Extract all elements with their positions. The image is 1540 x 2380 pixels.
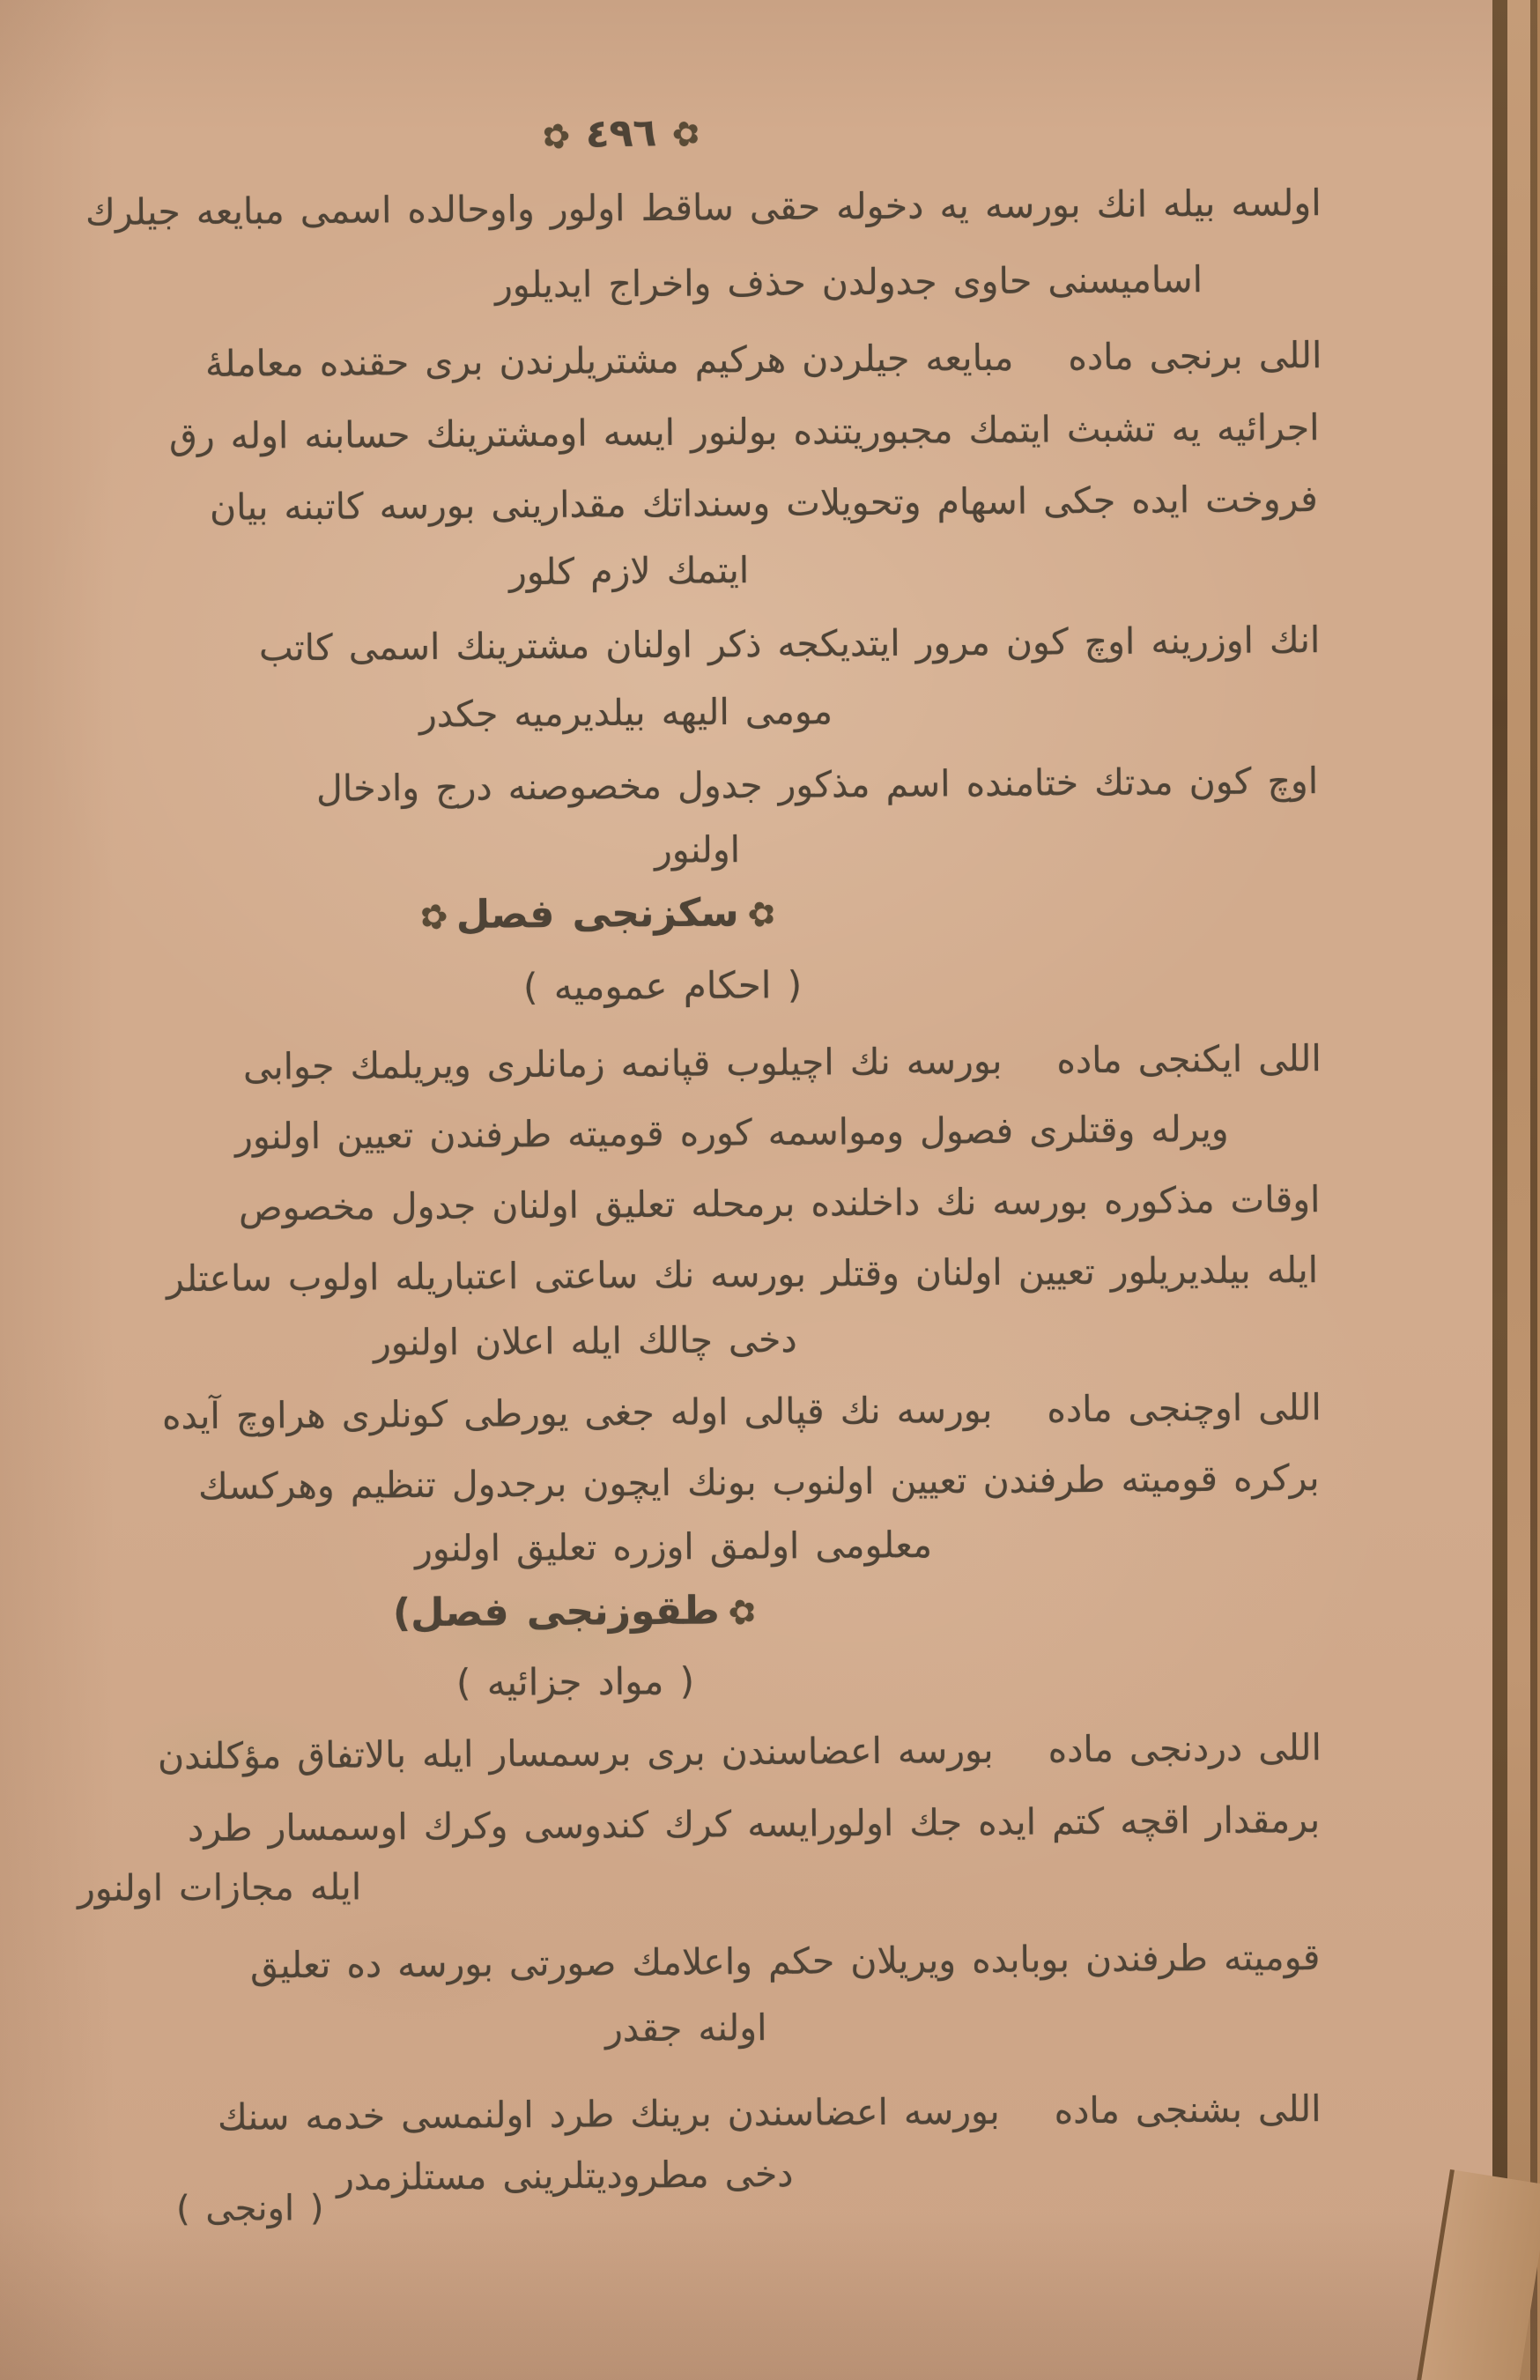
page-edge-line — [1492, 0, 1507, 2380]
closing-paren: ) — [392, 1590, 411, 1636]
chapter-subtitle: ( مواد جزائيه ) — [455, 1659, 695, 1705]
catchword: ( اونجى ) — [175, 2188, 324, 2229]
text-line: اولنه جقدر — [604, 2006, 767, 2050]
article-line — [162, 1385, 1322, 1440]
page-corner-curl — [1409, 2169, 1540, 2380]
text-line: دخى چالك ايله اعلان اولنور — [374, 1318, 798, 1364]
chapter-title: طقوزنجى فصل — [410, 1588, 720, 1636]
flower-ornament-icon: ✿ — [537, 113, 574, 159]
article-number-label: اللى اوچنجى ماده — [1047, 1386, 1322, 1431]
article-text: بورسه اعضاسندن برينك طرد اولنمسى خدمه سنك — [218, 2089, 1001, 2139]
article-text: بورسه اعضاسندن برى برسمسار ايله بالاتفاق مؤكلندن — [157, 1728, 994, 1778]
article-text: بورسه نك قپالى اوله جغى يورطى كونلرى هراوچ آيده — [162, 1388, 993, 1438]
text-line: برمقدار اقچه كتم ايده جك اولورايسه كرك كندوسى وكرك اوسمسار طرد — [187, 1798, 1321, 1850]
page-edge-outer-line — [1530, 0, 1537, 2380]
text-line: مومى اليهه بيلديرميه جكدر — [418, 690, 833, 736]
text-line: اوقات مذكوره بورسه نك داخلنده برمحله تعليق اولنان جدول مخصوص — [238, 1178, 1321, 1229]
chapter-title: سكزنجى فصل — [455, 890, 739, 938]
text-line: اولنور — [654, 828, 741, 871]
text-line: انك اوزرينه اوچ كون مرور ايتديكجه ذكر اولنان مشترينك اسمى كاتب — [258, 619, 1321, 670]
article-text: بورسه نك اچيلوب قپانمه زمانلرى ويريلمك جوابى — [243, 1039, 1003, 1088]
page-number: ٤٩٦ — [585, 110, 657, 157]
flower-ornament-icon: ✿ — [722, 1589, 761, 1635]
flower-ornament-icon: ✿ — [667, 110, 707, 157]
flower-ornament-icon: ✿ — [414, 893, 452, 939]
text-line: اوچ كون مدتك ختامنده اسم مذكور جدول مخصوصنه درج وادخال — [315, 760, 1319, 810]
text-line: اولسه بيله انك بورسه يه دخوله حقى ساقط اولور واوحالده اسمى مبايعه جيلرك — [85, 182, 1322, 234]
chapter-subtitle: ( احكام عموميه ) — [522, 963, 803, 1009]
flower-ornament-icon: ✿ — [741, 891, 781, 938]
article-number-label: اللى دردنجى ماده — [1048, 1726, 1322, 1771]
article-line — [158, 1725, 1322, 1780]
text-line: ايله بيلديريلور تعيين اولنان وقتلر بورسه نك ساعتى اعتباريله اولوب ساعتلر — [166, 1249, 1319, 1301]
text-line: دخى مطروديتلرينى مستلزمدر — [336, 2153, 794, 2199]
article-number-label: اللى بشنجى ماده — [1054, 2087, 1322, 2132]
text-line: اجرائيه يه تشبث ايتمك مجبوريتنده بولنور ايسه اومشترينك حسابنه اوله رق — [169, 406, 1321, 458]
text-line: ايله مجازات اولنور — [77, 1865, 362, 1909]
text-line: معلومى اولمق اوزره تعليق اولنور — [414, 1524, 933, 1570]
text-line: بركره قوميته طرفندن تعيين اولنوب بونك ايچون برجدول تنظيم وهركسك — [198, 1457, 1321, 1508]
page-edge-underpages — [1507, 0, 1530, 2380]
article-number-label: اللى برنجى ماده — [1067, 334, 1322, 379]
chapter-heading — [392, 1586, 765, 1637]
article-line — [204, 333, 1322, 387]
text-line: اساميسنى حاوى جدولدن حذف واخراج ايديلور — [494, 258, 1203, 307]
text-line: ايتمك لازم كلور — [508, 549, 750, 594]
chapter-heading — [410, 888, 784, 939]
text-line: فروخت ايده جكى اسهام وتحويلات وسنداتك مقدارينى بورسه كاتبنه بيان — [210, 478, 1319, 529]
article-number-label: اللى ايكنجى ماده — [1056, 1037, 1322, 1082]
text-line: قوميته طرفندن بوبابده ويريلان حكم واعلامك صورتى بورسه ده تعليق — [249, 1936, 1321, 1987]
text-line: ويرله وقتلرى فصول ومواسمه كوره قوميته طرفندن تعيين اولنور — [235, 1108, 1230, 1158]
article-text: مبايعه جيلردن هركيم مشتريلرندن برى حقنده معاملهٔ — [204, 336, 1014, 385]
article-line — [243, 1036, 1322, 1090]
article-line — [218, 2087, 1322, 2140]
page-number-line — [476, 108, 767, 159]
